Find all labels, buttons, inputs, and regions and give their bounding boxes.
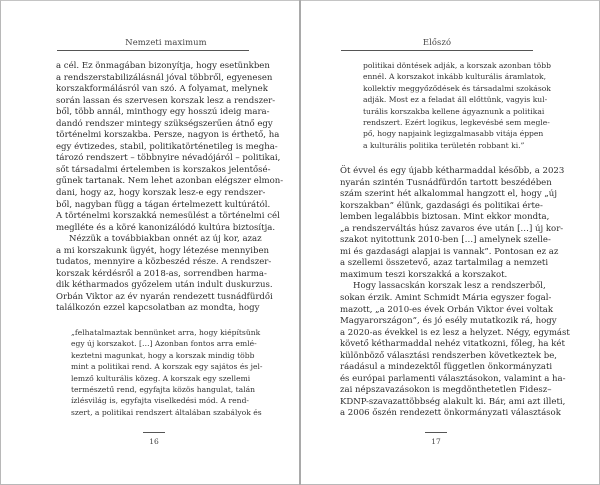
text-line: ennél. A korszakot inkább kulturális áramlatok, (363, 72, 547, 82)
text-line: adják. Most ez a feladat áll előttünk, vagyis kul- (363, 95, 548, 105)
text-line: Orbán Viktor az év nyarán rendezett tusnádfürdői (56, 291, 273, 302)
text-line: természetű rend, egyfajta közös hangulat, talán (71, 384, 256, 394)
text-line: maximum teszi korszakká a korszakot. (340, 269, 508, 280)
block-quote (71, 327, 263, 418)
text-line: szakot nyitottunk 2010-ben […] amelynek szelle- (340, 235, 551, 246)
text-line: egy évtizedes, stabil, politikatörténetileg is megha- (56, 141, 278, 152)
text-line: keztetni magunkat, hogy a korszak mindig több (71, 350, 255, 360)
text-line: során lassan és szervesen korszak lesz a rendszer- (56, 95, 276, 106)
text-line: kollektív meggyőződések és társadalmi szokások (363, 83, 551, 93)
text-line: meglléte és a köré kanonizálódó kultúra biztosítja. (56, 222, 276, 233)
body-text (56, 61, 284, 315)
left-page (0, 0, 299, 485)
header-rule (341, 50, 533, 51)
text-line: politikai döntések adják, a korszak azonban több (363, 61, 551, 70)
text-line: mazott, „a 2010-es évek Orbán Viktor évei voltak (340, 304, 554, 315)
text-line: egy új korszakot. […] Azonban fontos arra emlé- (71, 339, 257, 349)
text-line: és európai parlamenti választásokon, valamint a ha- (340, 373, 566, 384)
text-line: korszakban” élünk, gazdasági és politikai érte- (340, 200, 543, 211)
text-line: a cél. Ez önmagában bizonyítja, hogy esetünkben (56, 61, 270, 71)
text-line: a kulturális politika területén robbant ki.” (363, 140, 525, 150)
text-line: a mi korszakunk ügyét, hogy létezése mennyiben (56, 245, 270, 256)
text-line: korszak kérdésről a 2018-as, sorrendben harma- (56, 268, 267, 279)
text-line: dik kétharmados győzelem után indult duskurzus. (56, 280, 273, 291)
text-line: a 2006 őszén rendezett önkormányzati választások (340, 408, 561, 419)
text-line: a rendszerstabilizálásnál jóval többről, egyenesen (56, 72, 273, 83)
text-line: turális korszakba kellene ágyaznunk a politikai (363, 106, 545, 116)
text-line: mint a politikai rend. A korszak egy sajátos és jel- (71, 362, 263, 372)
text-line: „felhatalmaztak bennünket arra, hogy kiépítsünk (71, 328, 261, 337)
running-head: Nemzeti maximum (125, 37, 207, 47)
text-line: mi és gazdasági alapjai is vannak”. Pontosan ez az (340, 246, 559, 257)
text-line: a 2020-as évekkel is ez lesz a helyzet. Négy, egymást (340, 327, 570, 338)
text-line: rendszert. Ezért logikus, legkevésbé sem megle- (363, 117, 550, 127)
text-line: Öt évvel és egy újabb kétharmaddal később, a 2023 (340, 166, 565, 176)
text-line: gűnek tartanak. Nem lehet azonban elégszer elmon- (56, 176, 284, 187)
text-line: „a rendszerváltás húsz zavaros éve után […] új kor- (340, 223, 564, 234)
text-line: a szellemi összetevő, azaz tartalmilag a nemzeti (340, 258, 549, 269)
text-line: sőt társadalmi értelemben is korszakos jelentősé- (56, 164, 271, 175)
text-line: dani, hogy az, hogy korszak lesz-e egy rendszer- (56, 188, 266, 199)
body-text (340, 166, 570, 420)
text-line: pő, hogy napjaink legizgalmasabb vitája éppen (363, 129, 544, 139)
footer-rule (425, 432, 447, 433)
running-head: Előszó (422, 37, 452, 47)
text-line: lemző kulturális közeg. A korszak egy szellemi (71, 373, 251, 383)
page-number: 17 (431, 437, 441, 446)
text-line: Nézzük a továbbiakban onnét az új kor, azaz (69, 234, 262, 245)
text-line: lemben legalábbis biztosan. Mint ekkor mondta, (340, 212, 550, 223)
text-line: Magyarországon”, és jó esély mutatkozik rá, hogy (340, 316, 557, 327)
text-line: sokan érzik. Amint Schmidt Mária egyszer fogal- (340, 293, 552, 304)
right-page (301, 0, 600, 485)
text-line: találkozón ezzel kapcsolatban az mondta, hogy (56, 303, 260, 314)
block-quote (363, 60, 551, 151)
header-rule (57, 50, 249, 51)
text-line: dandó rendszer mintegy szükségszerűen átnő egy (56, 118, 273, 129)
text-line: követő kétharmaddal nehéz vitatkozni, főleg, ha két (340, 339, 565, 350)
text-line: KDNP-szavazattöbbség alakult ki. Bár, ami azt illeti, (340, 396, 566, 407)
text-line: különböző választási rendszerben következtek be, (340, 350, 557, 361)
text-line: Hogy lassacskán korszak lesz a rendszerből, (353, 281, 546, 292)
text-line: szert, a politikai rendszert általában szabályok és (71, 407, 262, 417)
text-line: tudatos, mennyire a közbeszéd része. A rendszer- (56, 257, 272, 268)
text-line: zai népszavazásokon is megdönthetetlen Fidesz– (340, 385, 552, 396)
footer-rule (143, 432, 165, 433)
text-line: szám szerint hét alkalommal hangzott el, hogy „új (340, 189, 557, 200)
text-line: nyarán szintén Tusnádfürdőn tartott beszédében (340, 177, 552, 188)
text-line: tározó rendszert – többnyire névadójáról – politikai, (56, 153, 281, 164)
text-line: ráadásul a mindezektől független önkormányzati (340, 362, 553, 373)
text-line: ből, nagyban függ a tágan értelmezett kultúrától. (56, 199, 271, 210)
text-line: ízlésvilág is, egyfajta viselkedési mód. A rend- (71, 396, 249, 406)
text-line: történelmi korszakba. Persze, nagyon is érthető, ha (56, 130, 280, 141)
text-line: A történelmi korszakká nemesülést a történelmi cél (56, 211, 280, 222)
page-number: 16 (149, 437, 159, 446)
text-line: korszakformálásról van szó. A folyamat, melynek (56, 84, 268, 95)
text-line: ből, több annál, minthogy egy hosszú ideig mara- (56, 107, 270, 118)
